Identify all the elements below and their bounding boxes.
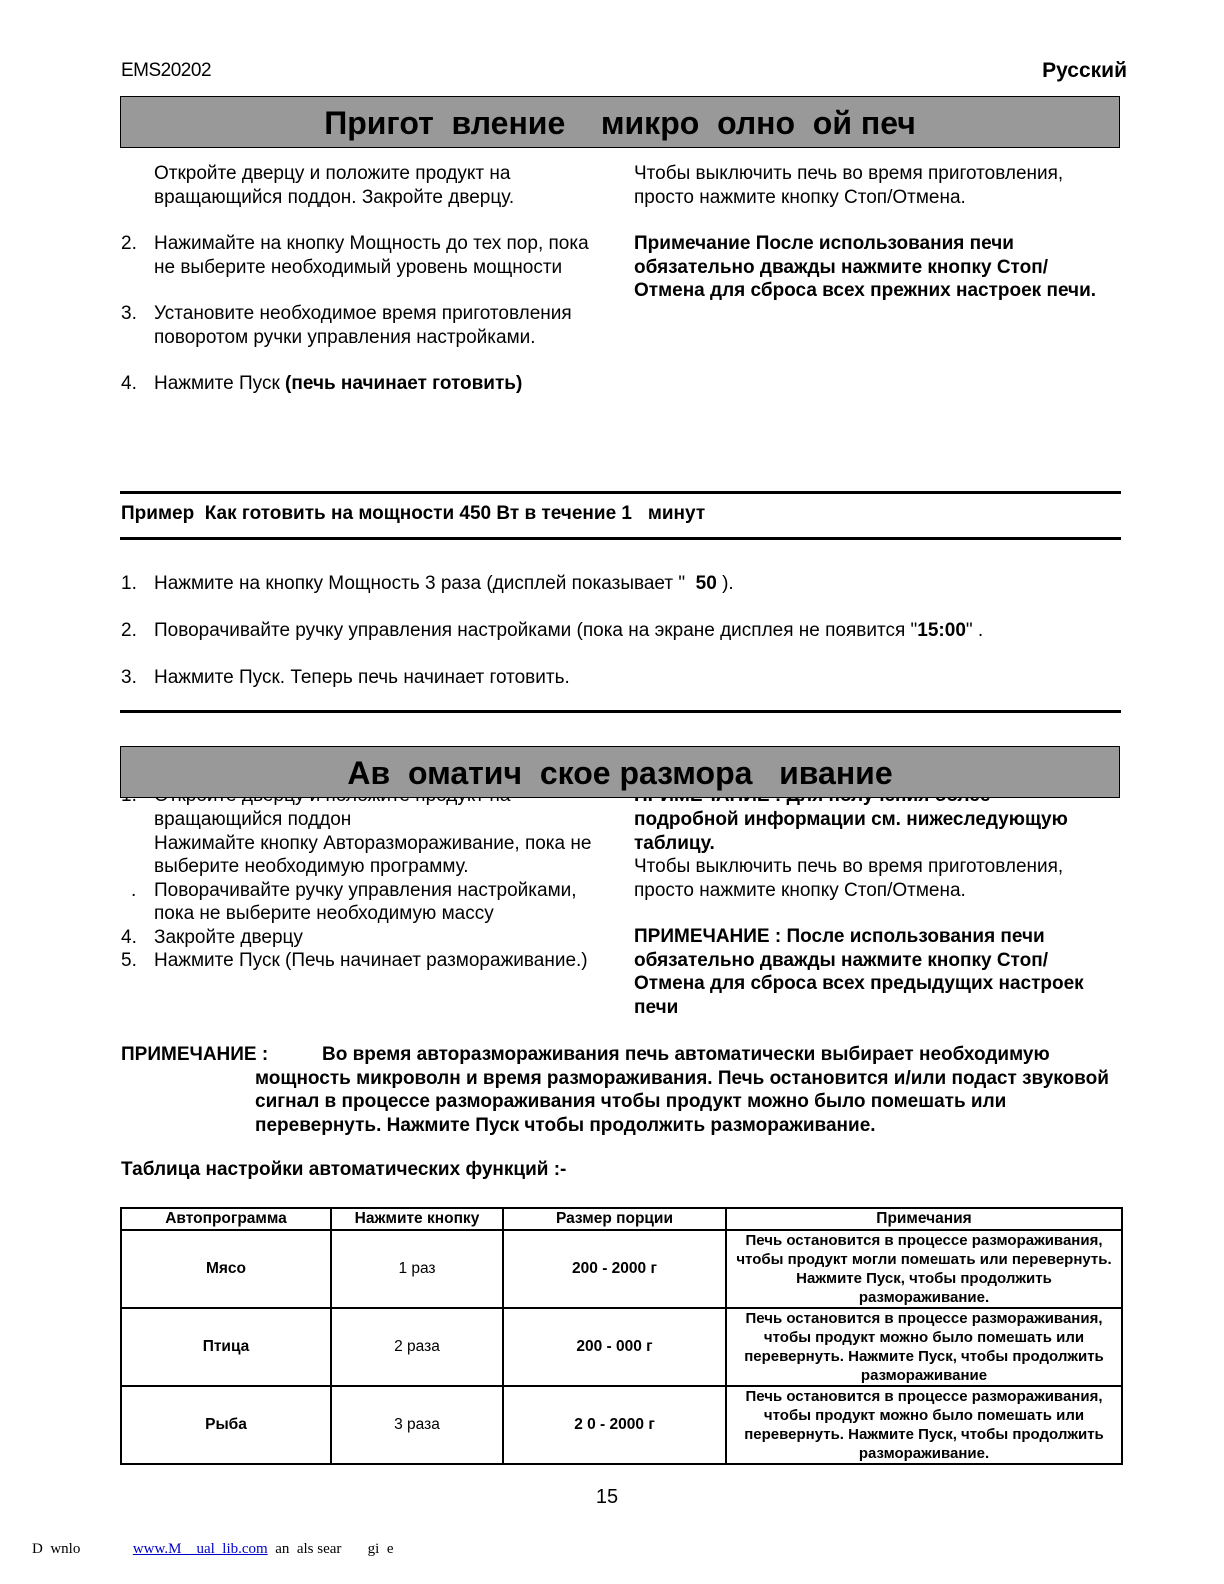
example-step: 2. Поворачивайте ручку управления настройками (пока на экране дисплея не появится "15:00" . (121, 620, 984, 641)
defrost-steps (121, 808, 601, 973)
note-label: ПРИМЕЧАНИЕ : (121, 1044, 269, 1065)
column-header: Примечания (726, 1208, 1122, 1230)
example-step: 3. Нажмите Пуск. Теперь печь начинает готовить. (121, 667, 570, 688)
program-cell: Птица (121, 1308, 331, 1386)
table-row (121, 1386, 1122, 1464)
defrost-step: 5. Нажмите Пуск (Печь начинает размораживание.) (121, 950, 588, 971)
defrost-notes (634, 808, 1114, 1019)
notes-cell: Печь остановится в процессе размораживания, чтобы продукт могли помешать или перевернуть. Нажмите Пуск, чтобы продолжить размораживание. (726, 1230, 1122, 1308)
column-header: Нажмите кнопку (331, 1208, 503, 1230)
stop-instruction: Чтобы выключить печь во время приготовления, просто нажмите кнопку Стоп/Отмена. (634, 163, 1064, 208)
cooking-steps (121, 162, 591, 396)
section-title-auto-defrost: Ав оматич ское размора ивание (120, 746, 1120, 798)
portion-cell: 200 - 000 г (503, 1308, 726, 1386)
defrost-step: . Поворачивайте ручку управления настройками, пока не выберите необходимую массу (131, 879, 577, 924)
table-title: Таблица настройки автоматических функций :- (121, 1159, 567, 1180)
table-header-row (121, 1208, 1122, 1230)
defrost-step: Нажимайте кнопку Авторазмораживание, пока не выберите необходимую программу. (154, 832, 592, 877)
column-header: Автопрограмма (121, 1208, 331, 1230)
press-cell: 2 раза (331, 1308, 503, 1386)
cooking-step: 3. Установите необходимое время приготовления поворотом ручки управления настройками. (121, 303, 572, 348)
table-row (121, 1230, 1122, 1308)
example-step: 1. Нажмите на кнопку Мощность 3 раза (дисплей показывает " 50 ). (121, 573, 734, 594)
auto-functions-table (120, 1207, 1123, 1465)
column-header: Размер порции (503, 1208, 726, 1230)
divider (120, 537, 1121, 540)
download-footer: D wnlo www.M ual lib.com an als sear gi e (32, 1541, 394, 1557)
table-row (121, 1308, 1122, 1386)
cooking-step: 2. Нажимайте на кнопку Мощность до тех пор, пока не выберите необходимый уровень мощности (121, 233, 589, 278)
note-first-line: Во время авторазмораживания печь автоматически выбирает необходимую (322, 1044, 1050, 1065)
divider (120, 710, 1121, 713)
notes-cell: Печь остановится в процессе размораживания, чтобы продукт можно было помешать или перевернуть. Нажмите Пуск, чтобы продолжить размораживание (726, 1308, 1122, 1386)
cooking-notes (634, 162, 1114, 303)
portion-cell: 200 - 2000 г (503, 1230, 726, 1308)
cooking-step: 4. Нажмите Пуск (печь начинает готовить) (121, 373, 523, 394)
defrost-step: вращающийся поддон (154, 809, 352, 830)
example-title: Пример Как готовить на мощности 450 Вт в течение 1 минут (121, 503, 706, 524)
cooking-step: Откройте дверцу и положите продукт на вращающийся поддон. Закройте дверцу. (154, 163, 515, 208)
reset-note: Примечание После использования печи обязательно дважды нажмите кнопку Стоп/Отмена для сброса всех прежних настроек печи. (634, 233, 1097, 301)
program-cell: Рыба (121, 1386, 331, 1464)
section-title-microwave-cooking: Пригот вление микро олно ой печ (120, 96, 1120, 148)
press-cell: 1 раз (331, 1230, 503, 1308)
stop-instruction: Чтобы выключить печь во время приготовления, просто нажмите кнопку Стоп/Отмена. (634, 856, 1064, 901)
language-label: Русский (1042, 59, 1127, 82)
table-reference-note: подробной информации см. нижеследующую таблицу. (634, 809, 1068, 854)
note-body: мощность микроволн и время размораживания. Печь остановится и/или подаст звуковой сигнал в процессе размораживания чтобы продукт можно было помешать или перевернуть. Нажмите Пуск чтобы продолжить размораживание. (255, 1067, 1109, 1136)
divider (120, 491, 1121, 494)
reset-note: ПРИМЕЧАНИЕ : После использования печи обязательно дважды нажмите кнопку Стоп/Отмена для сброса всех предыдущих настроек печи (634, 926, 1084, 1018)
model-number: EMS20202 (121, 60, 212, 81)
press-cell: 3 раза (331, 1386, 503, 1464)
page-number: 15 (595, 1486, 619, 1508)
manualslib-link[interactable]: www.M ual lib.com (132, 1541, 268, 1557)
defrost-step: 4. Закройте дверцу (121, 926, 303, 948)
notes-cell: Печь остановится в процессе размораживания, чтобы продукт можно было помешать или перевернуть. Нажмите Пуск, чтобы продолжить размораживание. (726, 1386, 1122, 1464)
program-cell: Мясо (121, 1230, 331, 1308)
portion-cell: 2 0 - 2000 г (503, 1386, 726, 1464)
